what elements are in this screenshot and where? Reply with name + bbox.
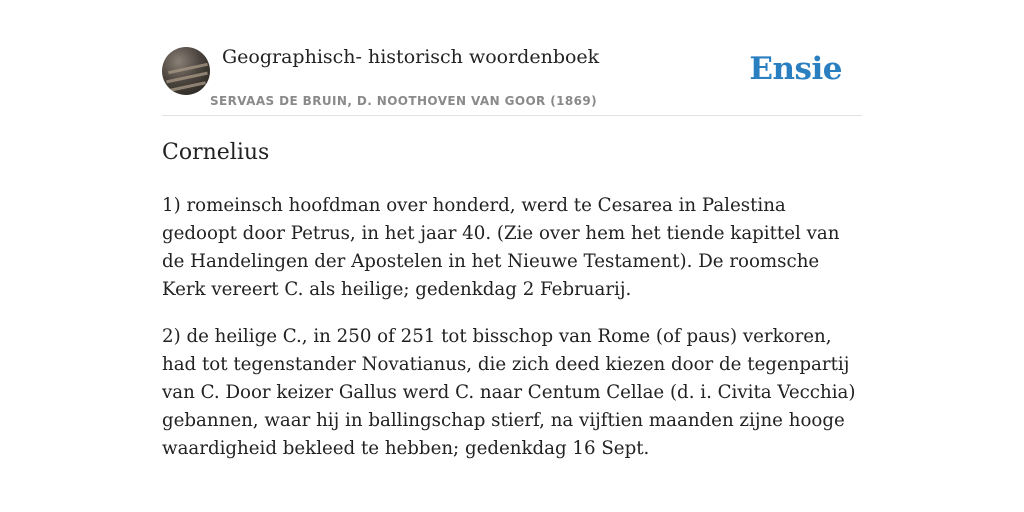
- entry-body: [162, 192, 862, 482]
- book-title[interactable]: Geographisch- historisch woordenboek: [222, 46, 600, 68]
- entry-title: Cornelius: [162, 140, 270, 165]
- entry-paragraph-2: 2) de heilige C., in 250 of 251 tot bisschop van Rome (of paus) verkoren, had tot tegenstander Novatianus, die zich deed kiezen door de tegenpartij van C. Door keizer Gallus werd C. naar Centum Cellae (d. i. Civita Vecchia) gebannen, waar hij in ballingschap stierf, na vijftien maanden zijne hooge waardigheid bekleed te hebben; gedenkdag 16 Sept.: [162, 326, 856, 459]
- book-cover-avatar[interactable]: [162, 47, 210, 95]
- ensie-logo-link[interactable]: Ensie: [749, 51, 842, 87]
- book-header: [162, 46, 862, 116]
- entry-paragraph-1: 1) romeinsch hoofdman over honderd, werd te Cesarea in Palestina gedoopt door Petrus, in het jaar 40. (Zie over hem het tiende kapittel van de Handelingen der Apostelen in het Nieuwe Testament). De roomsche Kerk vereert C. als heilige; gedenkdag 2 Februarij.: [162, 195, 840, 300]
- book-author: SERVAAS DE BRUIN, D. NOOTHOVEN VAN GOOR (1869): [210, 94, 598, 108]
